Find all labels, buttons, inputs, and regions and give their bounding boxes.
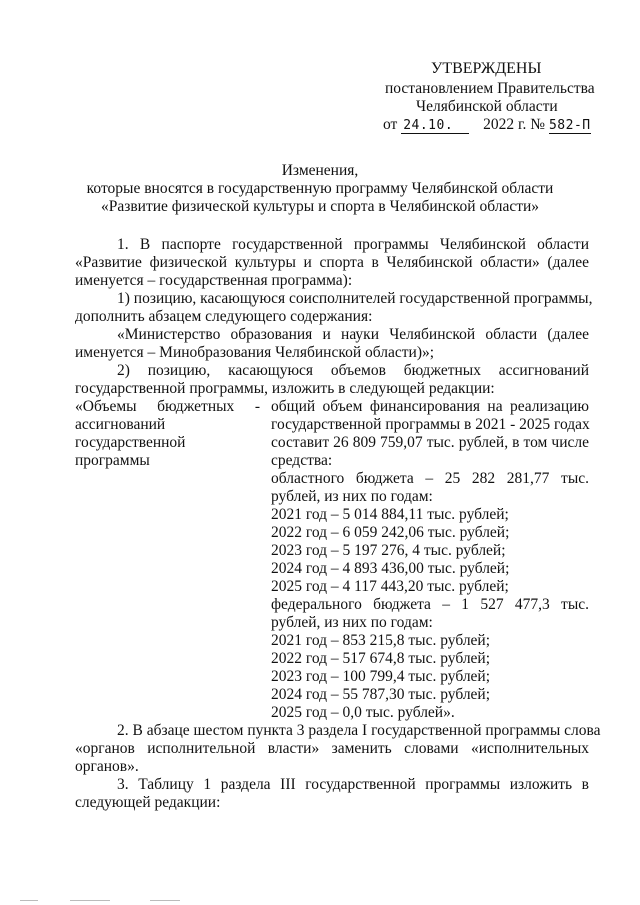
table-right-line-1: общий объем финансирования на реализацию: [271, 398, 589, 415]
p1-line-3: именуется – государственная программа):: [75, 272, 353, 289]
date-prefix: от: [383, 116, 398, 133]
scan-mark: [150, 900, 180, 901]
approval-number: 582-П: [548, 118, 591, 133]
p1-2-line-1: 2) позицию, касающуюся объемов бюджетных ассигнований: [117, 362, 589, 379]
p1-1-line-2: дополнить абзацем следующего содержания:: [75, 308, 373, 325]
table-right-line-3: составит 26 809 759,07 тыс. рублей, в том числе: [271, 434, 589, 451]
approval-line-2: Челябинской области: [416, 98, 558, 115]
quote-line-1: «Министерство образования и науки Челябинской области (далее: [117, 326, 589, 343]
approval-line-1: постановлением Правительства: [385, 80, 595, 97]
table-right-line-10: 2024 год – 4 893 436,00 тыс. рублей;: [271, 560, 510, 577]
approval-date: 24.10.: [401, 118, 469, 134]
p1-line-2: «Развитие физической культуры и спорта в Челябинской области» (далее: [75, 254, 589, 271]
table-right-line-18: 2025 год – 0,0 тыс. рублей».: [271, 704, 455, 721]
heading-line-2: которые вносятся в государственную программу Челябинской области: [86, 180, 554, 197]
table-right-line-16: 2023 год – 100 799,4 тыс. рублей;: [271, 668, 491, 685]
table-left-line-2: ассигнований: [75, 416, 166, 433]
table-left-line-3: государственной: [75, 434, 186, 451]
p1-line-1: 1. В паспорте государственной программы Челябинской области: [117, 236, 589, 253]
table-right-line-8: 2022 год – 6 059 242,06 тыс. рублей;: [271, 524, 510, 541]
table-right-line-9: 2023 год – 5 197 276, 4 тыс. рублей;: [271, 542, 506, 559]
p2-line-1: 2. В абзаце шестом пункта 3 раздела I государственной программы слова: [117, 722, 601, 739]
approval-title: УТВЕРЖДЕНЫ: [431, 60, 542, 77]
table-left-line-1: «Объемы бюджетных -: [75, 398, 260, 415]
table-right-line-17: 2024 год – 55 787,30 тыс. рублей;: [271, 686, 491, 703]
p1-2-line-2: государственной программы, изложить в следующей редакции:: [75, 380, 495, 397]
heading-line-3: «Развитие физической культуры и спорта в Челябинской области»: [100, 198, 540, 215]
p2-line-3: органов».: [75, 758, 139, 775]
approval-year: 2022 г. №: [483, 116, 546, 133]
approval-date-line: [383, 116, 591, 134]
table-right-line-12: федерального бюджета – 1 527 477,3 тыс.: [271, 596, 589, 613]
p3-line-1: 3. Таблицу 1 раздела III государственной программы изложить в: [117, 776, 589, 793]
heading-line-1: Изменения,: [281, 162, 359, 179]
table-right-line-2: государственной программы в 2021 - 2025 годах: [271, 416, 590, 433]
p2-line-2: «органов исполнительной власти» заменить словами «исполнительных: [75, 740, 589, 757]
table-left-line-4: программы: [75, 452, 150, 469]
table-right-line-15: 2022 год – 517 674,8 тыс. рублей;: [271, 650, 491, 667]
table-right-line-6: рублей, из них по годам:: [271, 488, 433, 505]
quote-line-2: именуется – Минобразования Челябинской области)»;: [75, 344, 435, 361]
table-right-line-13: рублей, из них по годам:: [271, 614, 433, 631]
scan-mark: [70, 900, 110, 901]
table-right-line-11: 2025 год – 4 117 443,20 тыс. рублей;: [271, 578, 509, 595]
table-right-line-7: 2021 год – 5 014 884,11 тыс. рублей;: [271, 506, 509, 523]
table-right-line-5: областного бюджета – 25 282 281,77 тыс.: [271, 470, 589, 487]
scan-mark: [20, 900, 38, 901]
table-right-line-14: 2021 год – 853 215,8 тыс. рублей;: [271, 632, 491, 649]
p1-1-line-1: 1) позицию, касающуюся соисполнителей государственной программы,: [117, 290, 593, 307]
table-right-line-4: средства:: [271, 452, 333, 469]
p3-line-2: следующей редакции:: [75, 794, 221, 811]
